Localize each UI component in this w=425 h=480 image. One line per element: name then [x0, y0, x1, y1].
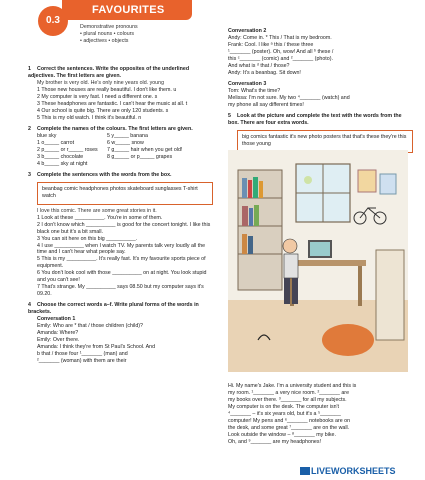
- colour-item[interactable]: 1 o_____ carrot: [37, 139, 75, 146]
- dialogue-line[interactable]: Andy: Come in. * This / That is my bedroom.: [228, 34, 332, 41]
- beanbag: [322, 324, 374, 356]
- bedroom-illustration: [228, 150, 408, 372]
- poster: [380, 174, 396, 194]
- exercise-3-example: I love this comic. There are some great stories in it.: [37, 207, 157, 214]
- exercise-1-title: 1 Correct the sentences. Write the opposites of the underlined adjectives. The first letters are given.: [28, 66, 190, 79]
- conversation-1-title: Conversation 1: [37, 316, 76, 323]
- colour-item[interactable]: 2 p_____ or r_____ roses: [37, 146, 98, 153]
- exercise-3-item[interactable]: 3 You can sit here on this big __________.: [37, 235, 138, 242]
- exercise-3-item[interactable]: 4 I use __________ when I watch TV. My parents talk very loudly all the time and I can't hear what people say.: [37, 242, 206, 256]
- word-box: big comics fantastic it's new photo posters that that's these they're this those young: [237, 130, 413, 153]
- dialogue-line: my phone all say different times!: [228, 101, 304, 108]
- window: [296, 164, 350, 222]
- logo-icon: [300, 467, 310, 475]
- exercise-1-example: My brother is very old. He's only nine years old. young: [37, 79, 165, 86]
- exercise-3-item[interactable]: 2 I don't know which __________ is good for the concert tonight. I like this black one but it's a bit small.: [37, 221, 211, 235]
- exercise-3-item[interactable]: 5 This is my __________. It's really fast. It's my favourite sports piece of equipment.: [37, 256, 206, 270]
- text-line[interactable]: my books over there. ³_______ for all my subjects.: [228, 396, 347, 403]
- bookshelf: [238, 170, 282, 290]
- dialogue-line[interactable]: Frank: Cool. I like ᵃ this / these three: [228, 41, 314, 48]
- dialogue-line[interactable]: And what is ᵈ that / those?: [228, 62, 290, 69]
- colour-item[interactable]: 5 y_____ banana: [107, 132, 148, 139]
- colour-item[interactable]: 3 b_____ chocolate: [37, 153, 84, 160]
- text-line[interactable]: ⁴_______ – it's six years old, but it's a ⁵_______: [228, 410, 341, 417]
- exercise-5-title: 5 Look at the picture and complete the text with the words from the box. There are four extra words.: [228, 112, 402, 126]
- conversation-2-title: Conversation 2: [228, 28, 267, 34]
- dialogue-line[interactable]: b that / those four ¹_______ (man) and: [37, 351, 128, 358]
- exercise-3-title: 3 Complete the sentences with the words from the box.: [28, 171, 172, 178]
- text-line[interactable]: Oh, and ⁹_______ are my headphones!: [228, 438, 321, 445]
- exercise-1-item[interactable]: 1 Those new houses are really beautiful. I don't like them. u: [37, 86, 177, 93]
- colour-grid: [28, 133, 213, 168]
- dialogue-line[interactable]: Emily: Who are * that / those children (child)?: [37, 323, 143, 330]
- conversation-3-title: Conversation 3: [228, 80, 267, 87]
- unit-badge: 0.3: [38, 6, 68, 36]
- exercise-3-item[interactable]: 7 That's strange. My __________ says 08.50 but my computer says it's 09.20.: [37, 284, 204, 298]
- wardrobe: [376, 250, 404, 340]
- exercise-5-text: [228, 383, 418, 446]
- page-title: FAVOURITES: [92, 4, 165, 16]
- dialogue-line: Amanda: Where?: [37, 330, 79, 337]
- text-line[interactable]: the desk, and some great ⁷_______ are on the wall.: [228, 424, 350, 431]
- exercise-1-item[interactable]: 3 These headphones are fantastic. I can't hear the music at all. t: [37, 100, 188, 107]
- colour-item[interactable]: 6 w_____ snow: [107, 139, 144, 146]
- exercise-3-item[interactable]: 1 Look at these __________. You're in some of them.: [37, 214, 163, 221]
- text-line[interactable]: computer! My pens and ⁶_______ notebooks are on: [228, 417, 351, 424]
- dialogue-line: Amanda: I think they're from St Paul's School. And: [37, 344, 156, 351]
- colour-item[interactable]: blue sky: [37, 132, 57, 139]
- exercise-1-item[interactable]: 2 My computer is very fast. I need a different one. s: [37, 93, 158, 100]
- exercise-1-item[interactable]: 4 Our school is quite big. There are only 120 students. s: [37, 107, 169, 114]
- poster: [358, 170, 376, 192]
- word-box: beanbag comic headphones photos skateboard sunglasses T-shirt watch: [37, 182, 213, 205]
- left-column: [28, 62, 213, 365]
- right-column: [228, 28, 413, 156]
- text-line[interactable]: Look outside the window – ⁸_______ my bike.: [228, 431, 336, 438]
- dialogue-line[interactable]: Melissa: I'm not sure. My two ⁴_______ (watch) and: [228, 94, 350, 101]
- exercise-2-title: 2 Complete the names of the colours. The first letters are given.: [28, 125, 193, 132]
- subtitle-line: • adjectives • objects: [80, 37, 129, 44]
- colour-item[interactable]: 7 g_____ hair when you get old!: [107, 146, 183, 153]
- text-line: Hi. My name's Jake. I'm a university student and this is: [228, 383, 357, 389]
- dialogue-line[interactable]: ¹_______ (poster). Oh, wow! And all ᵇ these /: [228, 48, 334, 55]
- dialogue-line: Andy: It's a beanbag. Sit down!: [228, 69, 301, 76]
- dialogue-line[interactable]: this ᶜ_______ (comic) and ²_______ (photo).: [228, 55, 333, 62]
- exercise-1-item[interactable]: 5 This is my old watch. I think it's beautiful. n: [37, 114, 142, 121]
- dialogue-line: Tom: What's the time?: [228, 87, 281, 94]
- exercise-3-item[interactable]: 6 You don't look cool with those __________ on at night. You look stupid and you can't see!: [37, 270, 207, 284]
- exercise-4-title: 4 Choose the correct words a–f. Write plural forms of the words in brackets.: [28, 302, 199, 316]
- text-line: My computer is on the desk. The computer isn't: [228, 403, 340, 410]
- subtitle: [80, 24, 138, 45]
- dialogue-line[interactable]: ²_______ (woman) with them are their: [37, 358, 127, 365]
- liveworksheets-logo: LIVEWORKSHEETS: [300, 466, 396, 478]
- text-line[interactable]: my room. ¹_______ a very nice room. ²_______ are: [228, 389, 350, 396]
- colour-item[interactable]: 8 g_____ or p_____ grapes: [107, 153, 173, 160]
- dialogue-line: Emily: Over there.: [37, 337, 80, 344]
- subtitle-line: Demonstrative pronouns: [80, 24, 138, 30]
- colour-item[interactable]: [107, 161, 187, 168]
- colour-item[interactable]: 4 b_____ sky at night: [37, 160, 88, 167]
- subtitle-line: • plural nouns • colours: [80, 30, 135, 37]
